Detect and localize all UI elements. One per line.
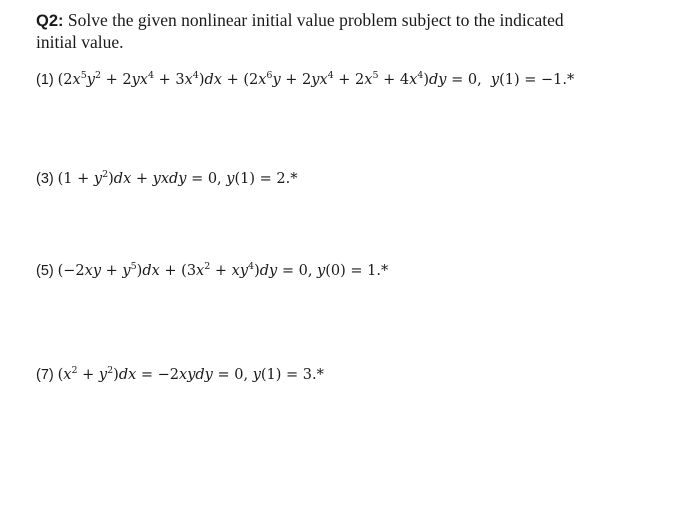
problem-suffix: * <box>567 72 575 88</box>
problem-number: (7) <box>36 367 54 383</box>
problem-number: (1) <box>36 72 54 88</box>
problem-3 <box>36 169 297 189</box>
problem-5 <box>36 261 388 281</box>
question-label: Q2: <box>36 12 64 30</box>
problem-7 <box>36 365 324 385</box>
problem-suffix: * <box>381 263 389 279</box>
problem-equation: $(1 + y^2)dx$ + yxdy = 0, y(1) = 2. <box>57 169 291 187</box>
problem-equation: $(x^2 + y^2)dx$ = −2xydy = 0, y(1) = 3. <box>57 365 317 383</box>
question-text-line1: Solve the given nonlinear initial value problem subject to the indicated <box>67 10 564 30</box>
problem-1 <box>36 70 574 90</box>
problem-number: (5) <box>36 263 54 279</box>
question-heading <box>36 10 686 53</box>
problem-suffix: * <box>316 367 324 383</box>
problem-number: (3) <box>36 171 54 187</box>
question-text-line2: initial value. <box>36 32 124 52</box>
problem-equation: $(2x^5y^2 + 2yx^4 + 3x^4)dx + (2x^6y + 2yx^4 + 2x^5 + 4x^4)dy = 0$, y(1) = −1. <box>57 70 568 88</box>
problem-suffix: * <box>290 171 298 187</box>
problem-equation: $(-2xy + y^5)dx + (3x^2 + xy^4)dy = 0$, y(0) = 1. <box>57 261 381 279</box>
